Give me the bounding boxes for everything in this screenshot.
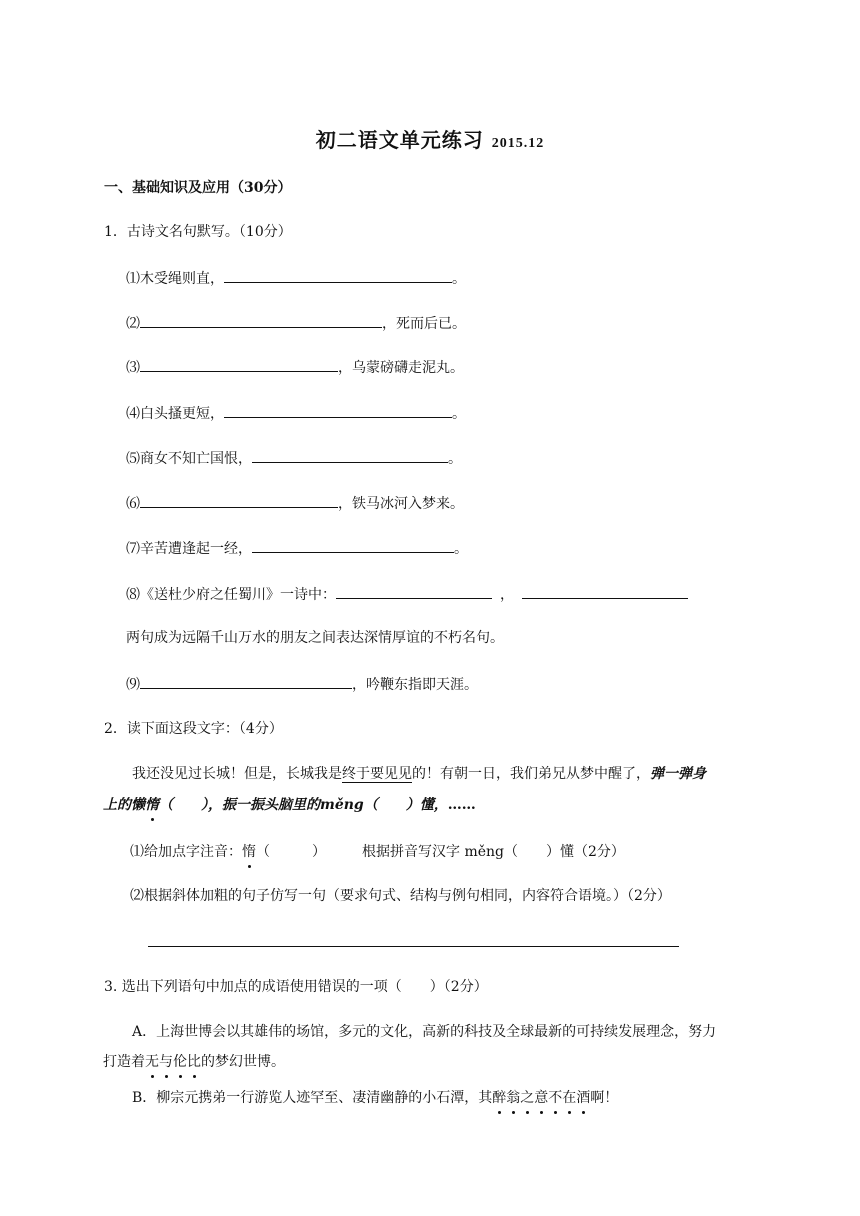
dotted-char: 意 — [534, 1090, 549, 1106]
title-date: 2015.12 — [491, 136, 545, 151]
answer-line[interactable] — [148, 946, 679, 947]
dotted-char: 在 — [562, 1090, 577, 1106]
q2-sub1: ⑴给加点字注音：惰（ ） 根据拼音写汉字 měng（ ）懂（2分） — [130, 844, 625, 860]
q3-option-a-line1: A．上海世博会以其雄伟的场馆，多元的文化，高新的科技及全球最新的可持续发展理念，努力 — [132, 1024, 717, 1040]
dotted-char: 伦 — [173, 1054, 187, 1070]
q1-item-9: ⑼ ，吟鞭东指即天涯。 — [126, 674, 478, 695]
q2-sub2: ⑵根据斜体加粗的句子仿写一句（要求句式、结构与例句相同，内容符合语境。）（2分） — [130, 888, 671, 904]
q1-item-2: ⑵ ，死而后已。 — [126, 313, 466, 334]
answer-blank[interactable] — [140, 674, 352, 689]
title-main: 初二语文单元练习 — [315, 128, 484, 152]
q1-item-8-continuation: 两句成为远隔千山万水的朋友之间表达深情厚谊的不朽名句。 — [126, 630, 504, 646]
bold-italic-sentence: 弹一弹身 — [650, 766, 706, 782]
dotted-char: 无 — [145, 1054, 159, 1070]
dotted-char: 之 — [520, 1090, 535, 1106]
q3-option-b: B．柳宗元携弟一行游览人迹罕至、凄清幽静的小石潭，其醉翁之意不在酒啊！ — [132, 1090, 619, 1106]
answer-blank[interactable] — [252, 538, 454, 553]
q2-heading: 2．读下面这段文字：（4分） — [104, 721, 283, 737]
dotted-char: 惰 — [145, 797, 159, 813]
q2-passage-line1: 我还没见过长城！但是，长城我是终于要见见的！有朝一日，我们弟兄从梦中醒了，弹一弹身 — [132, 766, 706, 782]
answer-blank[interactable] — [140, 493, 338, 508]
q1-item-1: ⑴木受绳则直， 。 — [126, 268, 466, 289]
q1-item-7: ⑺辛苦遭逢起一经， 。 — [126, 538, 468, 559]
q1-item-4: ⑷白头搔更短， 。 — [126, 403, 466, 424]
q3-heading: 3. 选出下列语句中加点的成语使用错误的一项（ ）（2分） — [104, 979, 488, 995]
dotted-char: 酒 — [576, 1090, 591, 1106]
answer-blank[interactable] — [522, 584, 688, 599]
q1-item-5: ⑸商女不知亡国恨， 。 — [126, 448, 462, 469]
dotted-char: 不 — [548, 1090, 563, 1106]
section-heading: 一、基础知识及应用（30分） — [104, 180, 292, 196]
underlined-phrase: 终于要见见 — [342, 766, 412, 782]
answer-blank[interactable] — [140, 313, 382, 328]
dotted-char: 与 — [159, 1054, 173, 1070]
answer-blank[interactable] — [224, 403, 452, 418]
answer-blank[interactable] — [140, 357, 338, 372]
pinyin: měng — [320, 797, 364, 813]
answer-blank[interactable] — [224, 268, 452, 283]
dotted-char: 翁 — [506, 1090, 521, 1106]
answer-blank[interactable] — [252, 448, 448, 463]
dotted-char: 惰 — [242, 844, 256, 860]
q1-item-6: ⑹ ，铁马冰河入梦来。 — [126, 493, 464, 514]
dotted-char: 比 — [187, 1054, 201, 1070]
answer-blank[interactable] — [336, 584, 492, 599]
q3-option-a-line2: 打造着无与伦比的梦幻世博。 — [103, 1054, 285, 1070]
q1-item-8: ⑻《送杜少府之任蜀川》一诗中： ， — [126, 584, 688, 605]
page-title — [0, 124, 860, 153]
q1-heading: 1．古诗文名句默写。（10分） — [104, 224, 292, 240]
q1-item-3: ⑶ ，乌蒙磅礴走泥丸。 — [126, 357, 464, 378]
q2-passage-line2: 上的懒惰（ ），振一振头脑里的měng（ ）懂，…… — [103, 797, 476, 813]
dotted-char: 醉 — [492, 1090, 507, 1106]
